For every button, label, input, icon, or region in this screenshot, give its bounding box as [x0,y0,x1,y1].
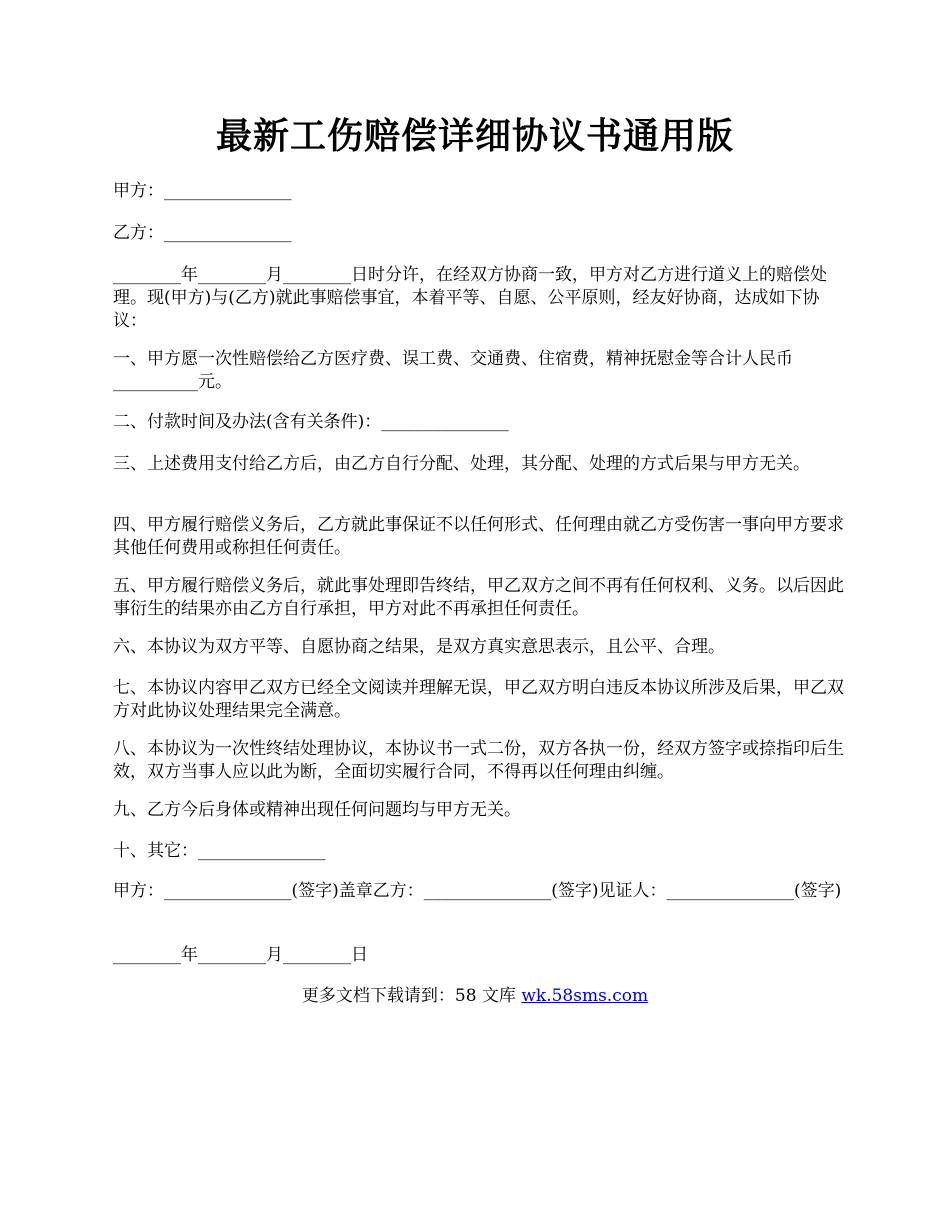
clause-9: 九、乙方今后身体或精神出现任何问题均与甲方无关。 [113,800,521,820]
clause-5: 五、甲方履行赔偿义务后，就此事处理即告终结，甲乙双方之间不再有任何权利、义务。以后因此事衍生的结果亦由乙方自行承担，甲方对此不再承担任何责任。 [113,576,844,619]
document-title: 最新工伤赔偿详细协议书通用版 [215,115,734,157]
intro-paragraph: ________年________月________日时分许，在经双方协商一致，甲方对乙方进行道义上的赔偿处理。现(甲方)与(乙方)就此事赔偿事宜，本着平等、自愿、公平原则，经友好协商，达成如下协议： [113,265,827,331]
party-b-line: 乙方：_______________ [113,223,292,243]
footer [0,985,950,1008]
clause-4: 四、甲方履行赔偿义务后，乙方就此事保证不以任何形式、任何理由就乙方受伤害一事向甲方要求其他任何费用或称担任何责任。 [113,515,844,558]
signature-line: 甲方：_______________(签字)盖章乙方：_______________(签字)见证人：_______________(签字) [113,881,842,901]
party-a-line: 甲方：_______________ [113,181,292,201]
footer-link[interactable]: wk.58sms.com [521,986,649,1006]
clause-3: 三、上述费用支付给乙方后，由乙方自行分配、处理，其分配、处理的方式后果与甲方无关。 [113,454,810,474]
footer-text: 更多文档下载请到：58 文库 [301,986,522,1006]
clause-8: 八、本协议为一次性终结处理协议，本协议书一式二份，双方各执一份，经双方签字或捺指印后生效，双方当事人应以此为断，全面切实履行合同，不得再以任何理由纠缠。 [113,739,844,782]
clause-7: 七、本协议内容甲乙双方已经全文阅读并理解无误，甲乙双方明白违反本协议所涉及后果，甲乙双方对此协议处理结果完全满意。 [113,678,844,721]
clause-6: 六、本协议为双方平等、自愿协商之结果，是双方真实意思表示，且公平、合理。 [113,637,725,657]
date-line: ________年________月________日 [113,945,368,965]
clause-2: 二、付款时间及办法(含有关条件)：_______________ [113,412,509,432]
clause-10: 十、其它：_______________ [113,841,326,861]
clause-1: 一、甲方愿一次性赔偿给乙方医疗费、误工费、交通费、住宿费，精神抚慰金等合计人民币__________元。 [113,349,793,392]
